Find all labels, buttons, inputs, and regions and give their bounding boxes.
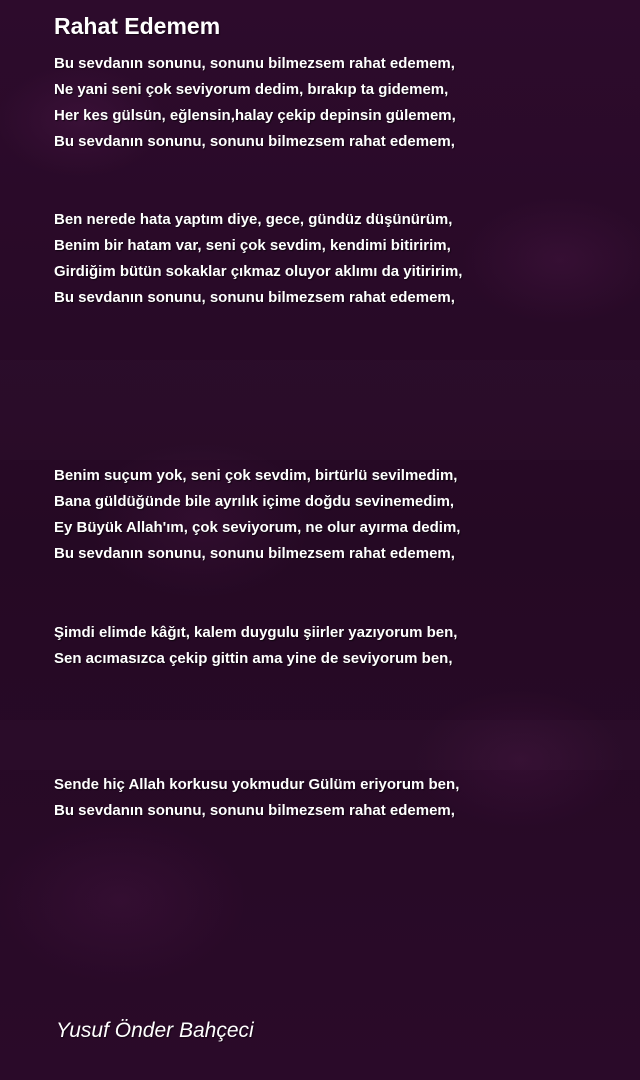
poem-line: Benim suçum yok, seni çok sevdim, birtürlü sevilmedim, — [54, 467, 458, 484]
stanza-2 — [54, 207, 624, 311]
poem-line: Bu sevdanın sonunu, sonunu bilmezsem rahat edemem, — [54, 289, 455, 306]
stanza-3 — [54, 463, 624, 567]
poem-line: Sen acımasızca çekip gittin ama yine de seviyorum ben, — [54, 650, 453, 667]
stanza-4 — [54, 620, 624, 672]
poem-line: Bu sevdanın sonunu, sonunu bilmezsem rahat edemem, — [54, 55, 455, 72]
background-band — [0, 360, 640, 460]
poem-line: Ben nerede hata yaptım diye, gece, gündüz düşünürüm, — [54, 211, 453, 228]
poem-line: Bu sevdanın sonunu, sonunu bilmezsem rahat edemem, — [54, 133, 455, 150]
stanza-5 — [54, 772, 624, 824]
background-band — [0, 720, 640, 770]
poem-line: Sende hiç Allah korkusu yokmudur Gülüm eriyorum ben, — [54, 776, 460, 793]
poem-line: Bu sevdanın sonunu, sonunu bilmezsem rahat edemem, — [54, 545, 455, 562]
poem-title: Rahat Edemem — [54, 13, 221, 39]
poem-author: Yusuf Önder Bahçeci — [56, 1019, 254, 1042]
poem-header — [54, 10, 614, 48]
poem-line: Şimdi elimde kâğıt, kalem duygulu şiirler yazıyorum ben, — [54, 624, 458, 641]
poem-line: Ne yani seni çok seviyorum dedim, bırakıp ta gidemem, — [54, 81, 449, 98]
poem-line: Benim bir hatam var, seni çok sevdim, kendimi bitiririm, — [54, 237, 451, 254]
poem-line: Bu sevdanın sonunu, sonunu bilmezsem rahat edemem, — [54, 802, 455, 819]
poem-line: Her kes gülsün, eğlensin,halay çekip depinsin gülemem, — [54, 107, 456, 124]
poem-line: Ey Büyük Allah'ım, çok seviyorum, ne olur ayırma dedim, — [54, 519, 461, 536]
poem-line: Girdiğim bütün sokaklar çıkmaz oluyor aklımı da yitiririm, — [54, 263, 463, 280]
poem-line: Bana güldüğünde bile ayrılık içime doğdu sevinemedim, — [54, 493, 455, 510]
stanza-1 — [54, 51, 624, 155]
